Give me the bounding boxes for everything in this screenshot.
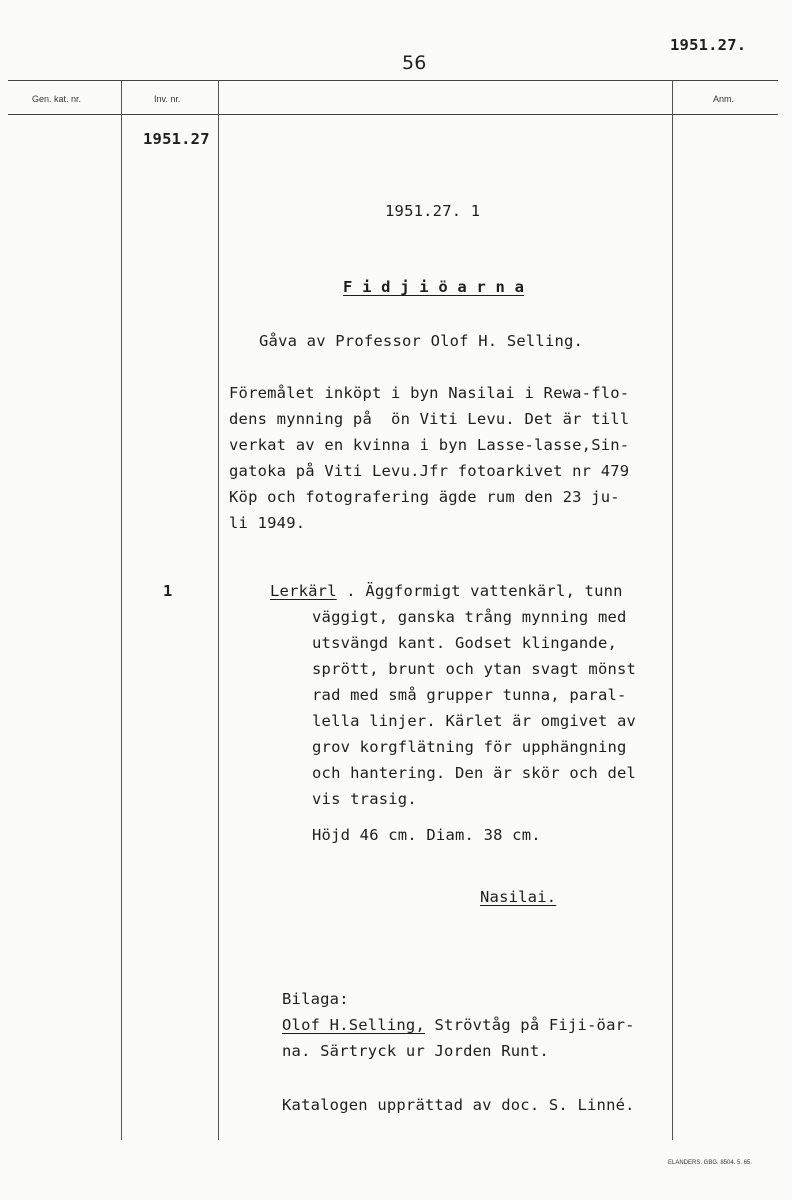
item-description-line: sprött, brunt och ytan svagt mönst xyxy=(312,660,637,678)
column-divider-2 xyxy=(218,80,219,1140)
inventory-number: 1951.27 xyxy=(143,130,210,148)
item-name: Lerkärl xyxy=(270,582,337,600)
column-divider-1 xyxy=(121,80,122,1140)
item-description-line: rad med små grupper tunna, paral- xyxy=(312,686,627,704)
provenance-line: verkat av en kvinna i byn Lasse-lasse,Sin- xyxy=(229,436,630,454)
item-description-start: . Äggformigt vattenkärl, tunn xyxy=(336,582,623,600)
item-description-line: och hantering. Den är skör och del xyxy=(312,764,637,782)
attachment-author: Olof H.Selling, xyxy=(282,1016,425,1034)
item-description-line: vis trasig. xyxy=(312,790,417,808)
header-top-rule xyxy=(8,80,778,81)
cataloguer-line: Katalogen upprättad av doc. S. Linné. xyxy=(282,1096,635,1114)
provenance-line: dens mynning på ön Viti Levu. Det är till xyxy=(229,410,630,428)
region-title: F i d j i ö a r n a xyxy=(343,278,525,296)
attachment-line-2: na. Särtryck ur Jorden Runt. xyxy=(282,1042,549,1060)
item-description-line: väggigt, ganska trång mynning med xyxy=(312,608,627,626)
column-divider-3 xyxy=(672,80,673,1140)
provenance-line: Föremålet inköpt i byn Nasilai i Rewa-flo- xyxy=(229,384,630,402)
header-bottom-rule xyxy=(8,114,778,115)
dimensions: Höjd 46 cm. Diam. 38 cm. xyxy=(312,826,541,844)
collection-id: 1951.27. 1 xyxy=(385,202,481,220)
column-header-gen-kat: Gen. kat. nr. xyxy=(32,94,82,104)
gift-line: Gåva av Professor Olof H. Selling. xyxy=(259,332,584,350)
item-description xyxy=(312,604,636,812)
attachment-label: Bilaga: xyxy=(282,990,349,1008)
item-number: 1 xyxy=(163,582,173,600)
provenance-line: Köp och fotografering ägde rum den 23 ju- xyxy=(229,488,620,506)
item-description-first-line xyxy=(270,578,623,604)
attachment-title: Strövtåg på Fiji-öar- xyxy=(424,1016,635,1034)
item-description-line: utsvängd kant. Godset klingande, xyxy=(312,634,618,652)
provenance-line: li 1949. xyxy=(229,514,306,532)
item-description-line: lella linjer. Kärlet är omgivet av xyxy=(312,712,637,730)
item-description-line: grov korgflätning för upphängning xyxy=(312,738,627,756)
attachment-line-1 xyxy=(282,1012,635,1038)
provenance-paragraph xyxy=(229,380,629,536)
provenance-line: gatoka på Viti Levu.Jfr fotoarkivet nr 479 xyxy=(229,462,630,480)
column-header-inv: Inv. nr. xyxy=(154,94,181,104)
place-name: Nasilai. xyxy=(480,888,557,906)
printer-mark: ELANDERS. GBG. 8504. 5. 65. xyxy=(668,1160,753,1166)
column-header-anm: Anm. xyxy=(713,94,735,104)
page-number: 56 xyxy=(402,52,427,74)
catalog-number-top: 1951.27. xyxy=(670,36,747,54)
